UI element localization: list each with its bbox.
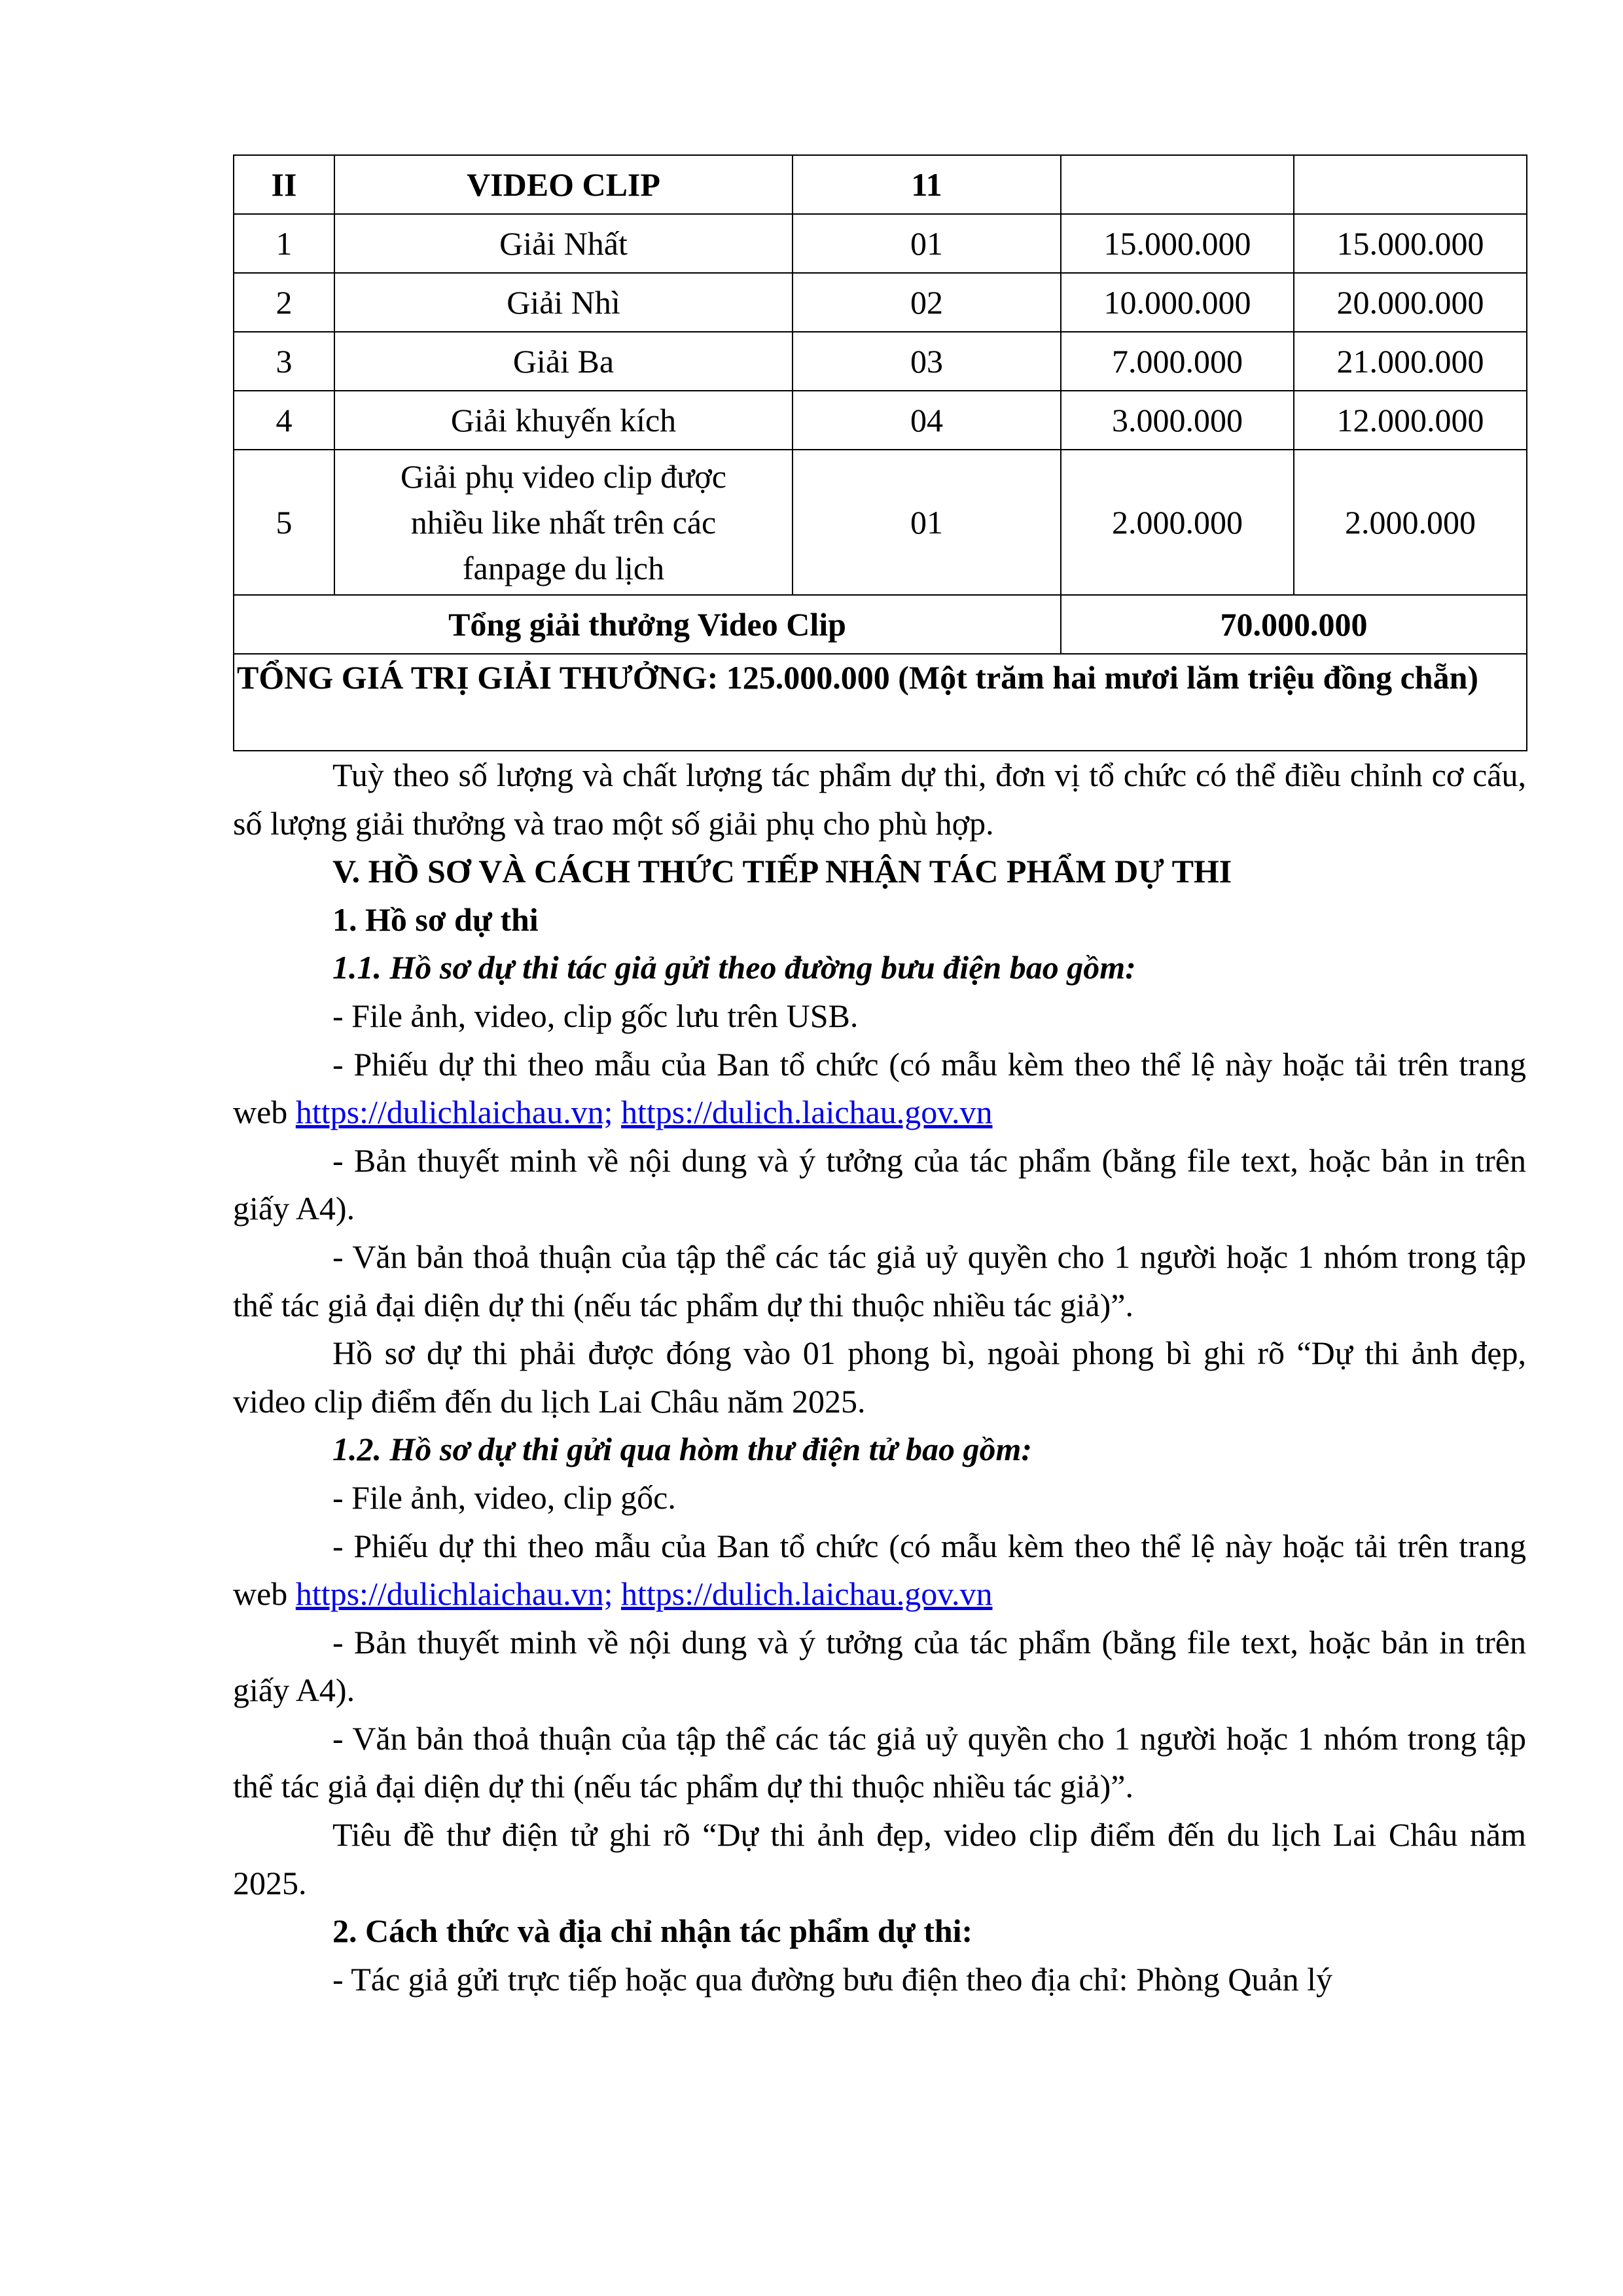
list-item-text: - Phiếu dự thi theo mẫu của Ban tổ chức (có mẫu kèm theo thể lệ này hoặc tải trên trang web [233,1045,1526,1131]
cell-name: Giải Nhất [334,214,793,273]
paragraph: Tiêu đề thư điện tử ghi rõ “Dự thi ảnh đẹp, video clip điểm đến du lịch Lai Châu năm 2025. [233,1816,1526,1901]
cell-unit: 2.000.000 [1061,450,1294,595]
cell-qty: 02 [793,273,1061,332]
cell-no: 3 [234,332,334,391]
table-row [234,273,1527,332]
document-page [233,154,1526,2003]
cell-name-line: fanpage du lịch [462,550,665,586]
cell-unit: 7.000.000 [1061,332,1294,391]
cell-name [334,450,793,595]
cell-unit: 15.000.000 [1061,214,1294,273]
cell-unit [1061,155,1294,214]
cell-qty: 03 [793,332,1061,391]
cell-no: 1 [234,214,334,273]
cell-name: VIDEO CLIP [334,155,793,214]
document-body [233,751,1526,2003]
subheading: 1. Hồ sơ dự thi [332,901,539,938]
table-section-row [234,155,1527,214]
table-row [234,391,1527,450]
link-dulich-laichau-gov[interactable]: https://dulich.laichau.gov.vn [620,1575,993,1613]
cell-qty: 04 [793,391,1061,450]
table-row [234,332,1527,391]
grand-total-row [234,654,1527,751]
cell-name: Giải khuyến kích [334,391,793,450]
cell-total: 15.000.000 [1294,214,1527,273]
cell-qty: 01 [793,214,1061,273]
subtotal-value: 70.000.000 [1061,595,1527,654]
subtotal-label: Tổng giải thưởng Video Clip [234,595,1061,654]
cell-name-line: nhiều like nhất trên các [410,504,717,541]
cell-no: II [234,155,334,214]
list-item: - Văn bản thoả thuận của tập thể các tác giả uỷ quyền cho 1 người hoặc 1 nhóm trong tập thể tác giả đại diện dự thi (nếu tác phẩm dự thi thuộc nhiều tác giả)”. [233,1238,1526,1323]
list-item: - Tác giả gửi trực tiếp hoặc qua đường bưu điện theo địa chỉ: Phòng Quản lý [332,1960,1333,1998]
cell-no: 4 [234,391,334,450]
table-row [234,450,1527,595]
list-item: - File ảnh, video, clip gốc lưu trên USB. [332,997,859,1034]
paragraph: Tuỳ theo số lượng và chất lượng tác phẩm dự thi, đơn vị tổ chức có thể điều chỉnh cơ cấu, số lượng giải thưởng và trao một số giải phụ cho phù hợp. [233,757,1526,842]
table-row [234,214,1527,273]
link-dulich-laichau-gov[interactable]: https://dulich.laichau.gov.vn [620,1094,993,1131]
cell-no: 5 [234,450,334,595]
cell-name-line: Giải phụ video clip được [401,458,726,495]
list-item [233,1522,1526,1619]
cell-name: Giải Ba [334,332,793,391]
cell-total: 12.000.000 [1294,391,1527,450]
paragraph: Hồ sơ dự thi phải được đóng vào 01 phong bì, ngoài phong bì ghi rõ “Dự thi ảnh đẹp, video clip điểm đến du lịch Lai Châu năm 2025. [233,1335,1526,1420]
list-item-text: - Phiếu dự thi theo mẫu của Ban tổ chức (có mẫu kèm theo thể lệ này hoặc tải trên trang web [233,1527,1526,1613]
link-dulichlaichau[interactable]: https://dulichlaichau.vn; [295,1575,613,1613]
subheading: 1.1. Hồ sơ dự thi tác giả gửi theo đường bưu điện bao gồm: [332,949,1136,986]
subtotal-row [234,595,1527,654]
cell-total: 2.000.000 [1294,450,1527,595]
grand-total-cell: TỔNG GIÁ TRỊ GIẢI THƯỞNG: 125.000.000 (Một trăm hai mươi lăm triệu đồng chẵn) [234,654,1527,751]
cell-unit: 3.000.000 [1061,391,1294,450]
list-item [233,1041,1526,1137]
cell-total [1294,155,1527,214]
list-item: - Bản thuyết minh về nội dung và ý tưởng của tác phẩm (bằng file text, hoặc bản in trên giấy A4). [233,1623,1526,1709]
section-heading: V. HỒ SƠ VÀ CÁCH THỨC TIẾP NHẬN TÁC PHẨM DỰ THI [332,853,1232,890]
cell-total: 20.000.000 [1294,273,1527,332]
cell-no: 2 [234,273,334,332]
cell-qty: 11 [793,155,1061,214]
cell-name: Giải Nhì [334,273,793,332]
link-dulichlaichau[interactable]: https://dulichlaichau.vn; [295,1094,613,1131]
list-item: - Văn bản thoả thuận của tập thể các tác giả uỷ quyền cho 1 người hoặc 1 nhóm trong tập thể tác giả đại diện dự thi (nếu tác phẩm dự thi thuộc nhiều tác giả)”. [233,1719,1526,1805]
cell-unit: 10.000.000 [1061,273,1294,332]
cell-total: 21.000.000 [1294,332,1527,391]
cell-qty: 01 [793,450,1061,595]
prize-table [233,154,1527,751]
subheading: 1.2. Hồ sơ dự thi gửi qua hòm thư điện tử bao gồm: [332,1431,1033,1468]
subheading: 2. Cách thức và địa chỉ nhận tác phẩm dự thi: [332,1912,973,1950]
list-item: - Bản thuyết minh về nội dung và ý tưởng của tác phẩm (bằng file text, hoặc bản in trên giấy A4). [233,1141,1526,1227]
list-item: - File ảnh, video, clip gốc. [332,1479,676,1516]
